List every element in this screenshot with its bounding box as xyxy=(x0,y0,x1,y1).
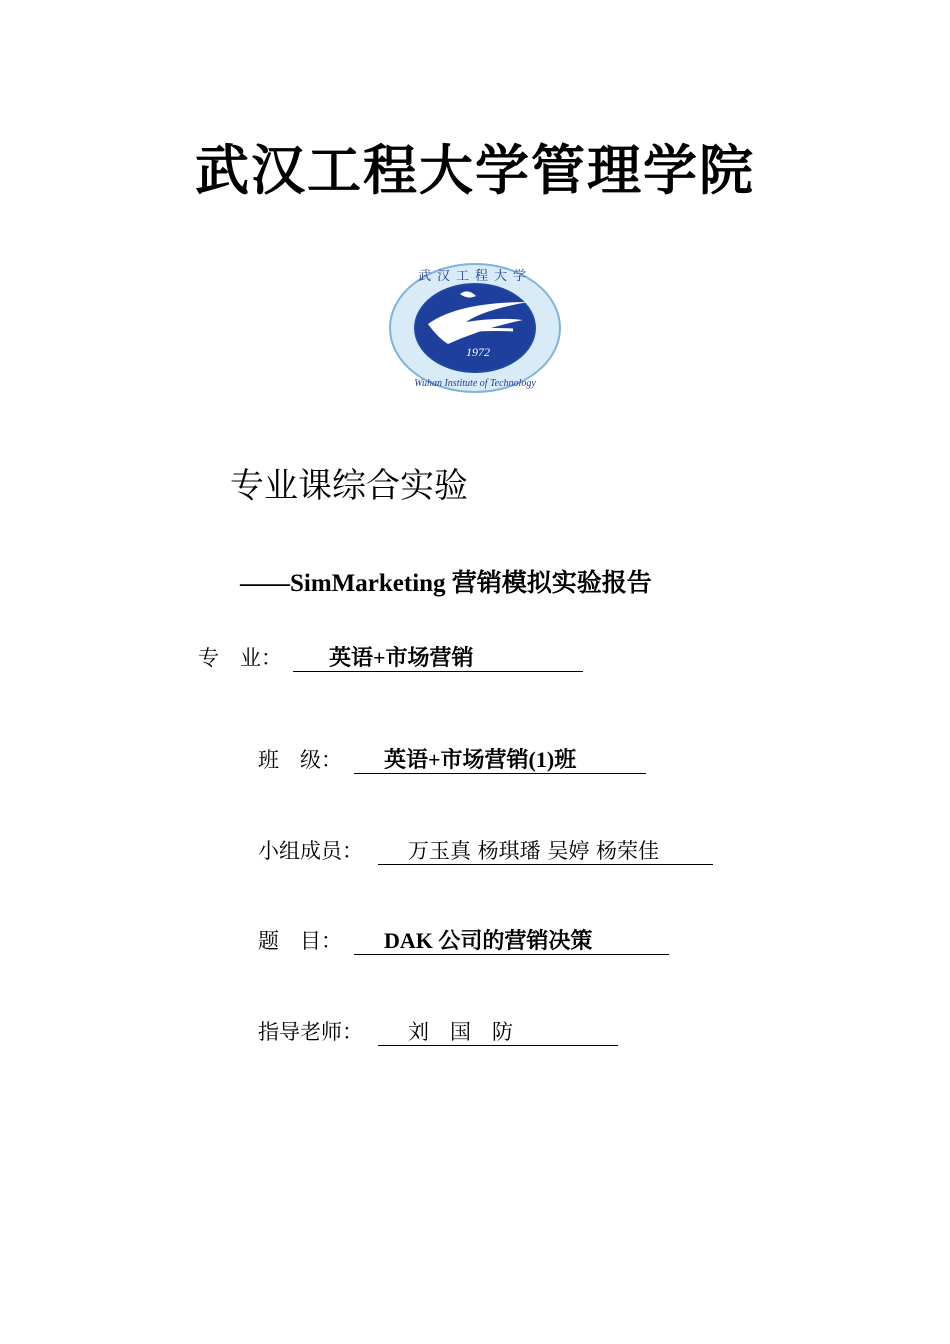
field-major-value: 英语+市场营销 xyxy=(293,646,583,672)
report-subtitle: ——SimMarketing 营销模拟实验报告 xyxy=(240,570,652,597)
field-advisor xyxy=(258,1016,618,1046)
field-advisor-value: 刘 国 防 xyxy=(378,1021,618,1046)
field-topic-label: 题 目： xyxy=(258,929,342,953)
field-topic xyxy=(258,925,669,955)
seal-text-top: 武汉工程大学 xyxy=(417,269,533,284)
field-major-label: 专 业： xyxy=(198,646,282,670)
field-members-value: 万玉真 杨琪璠 吴婷 杨荣佳 xyxy=(378,840,713,865)
university-seal-icon xyxy=(388,262,562,394)
field-advisor-label: 指导老师： xyxy=(258,1020,363,1044)
field-class-label: 班 级： xyxy=(258,748,342,772)
field-members xyxy=(258,835,713,865)
seal-text-bottom: Wuhan Institute of Technology xyxy=(414,378,536,389)
field-members-label: 小组成员： xyxy=(258,839,363,863)
university-logo xyxy=(388,262,562,394)
field-class xyxy=(258,744,646,774)
course-title: 专业课综合实验 xyxy=(230,466,468,506)
field-major xyxy=(198,642,583,672)
field-class-value: 英语+市场营销(1)班 xyxy=(354,748,646,774)
seal-year: 1972 xyxy=(466,345,490,359)
page-title: 武汉工程大学管理学院 xyxy=(195,138,755,202)
field-topic-value: DAK 公司的营销决策 xyxy=(354,929,669,955)
